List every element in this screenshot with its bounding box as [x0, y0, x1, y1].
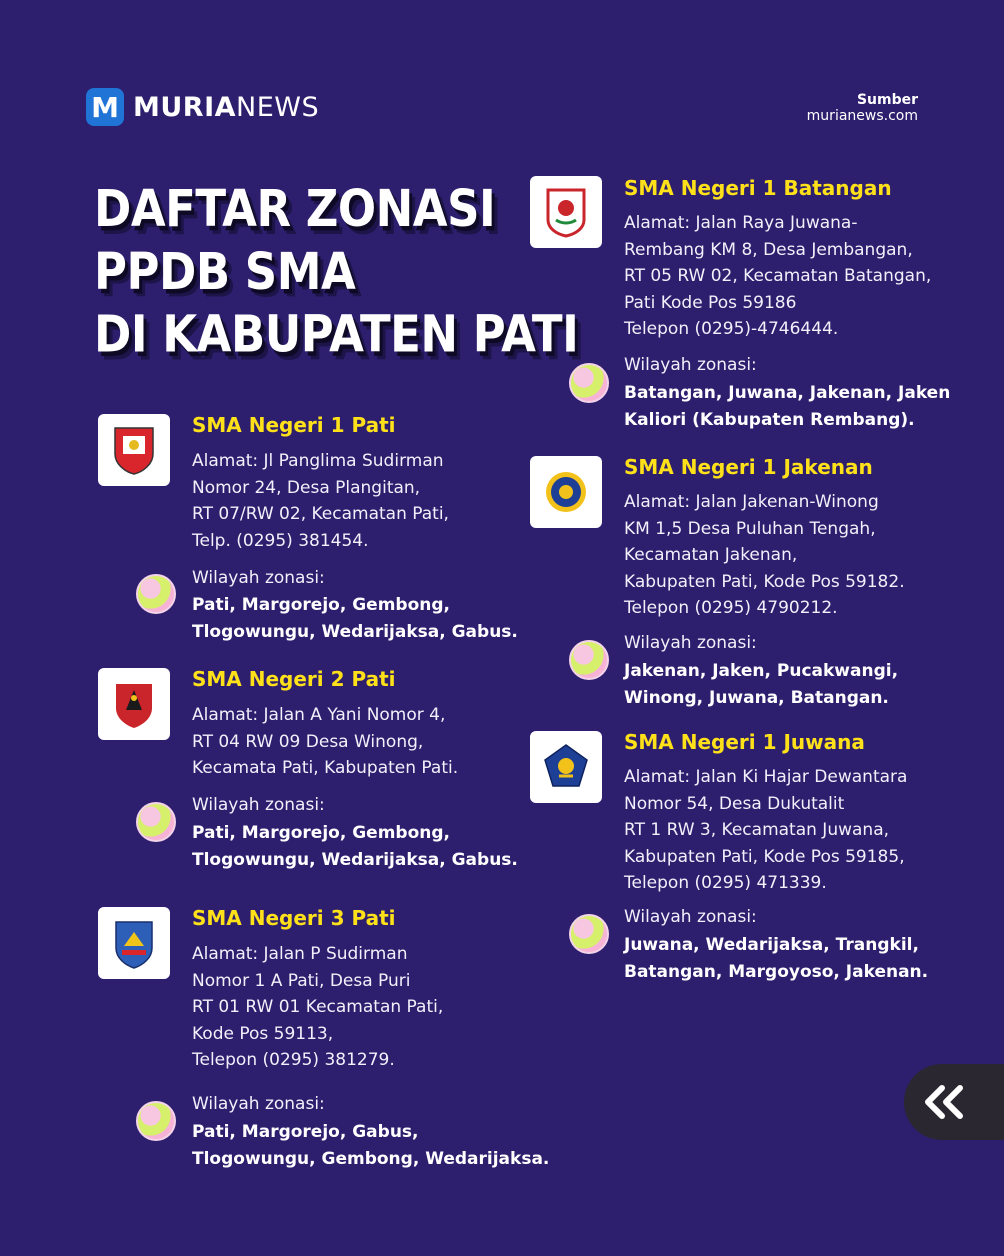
zone-line: Pati, Margorejo, Gembong, [192, 595, 450, 615]
brand-mark: M [86, 88, 124, 126]
zone-line: Tlogowungu, Wedarijaksa, Gabus. [192, 849, 518, 870]
zone-line: Pati, Margorejo, Gabus, [192, 1122, 419, 1142]
zone-list [624, 380, 950, 433]
address-line: KM 1,5 Desa Puluhan Tengah, [624, 518, 876, 539]
address-line: Alamat: Jalan A Yani Nomor 4, [192, 705, 446, 725]
address-line: RT 04 RW 09 Desa Winong, [192, 731, 424, 752]
address-line: Alamat: Jalan Jakenan-Winong [624, 492, 879, 512]
school-address [192, 448, 449, 554]
zone-map-icon [136, 1101, 176, 1141]
zone-line: Batangan, Margoyoso, Jakenan. [624, 961, 929, 982]
zone-label: Wilayah zonasi: [192, 795, 325, 815]
title-line-3: DI KABUPATEN PATI [94, 304, 579, 364]
address-line: RT 07/RW 02, Kecamatan Pati, [192, 504, 449, 525]
zone-map-icon [569, 363, 609, 403]
zone-line: Pati, Margorejo, Gembong, [192, 823, 450, 843]
address-line: Alamat: Jalan P Sudirman [192, 944, 408, 964]
zone-label: Wilayah zonasi: [624, 633, 757, 653]
zone-list [624, 658, 898, 711]
school-name: SMA Negeri 3 Pati [192, 906, 396, 930]
address-line: Telepon (0295)-4746444. [624, 319, 839, 340]
brand-logo [86, 88, 319, 126]
zone-line: Batangan, Juwana, Jakenan, Jaken [624, 383, 951, 403]
zone-list [192, 1119, 549, 1172]
zone-line: Winong, Juwana, Batangan. [624, 687, 889, 708]
address-line: Pati Kode Pos 59186 [624, 292, 797, 313]
school-address [624, 489, 905, 622]
zone-line: Tlogowungu, Wedarijaksa, Gabus. [192, 621, 518, 642]
red-shield-emblem-icon [98, 414, 170, 486]
red-square-emblem-icon [530, 176, 602, 248]
brand-name-bold: MURIA [133, 91, 237, 123]
school-name: SMA Negeri 1 Batangan [624, 176, 892, 200]
blue-shield-emblem-icon [98, 907, 170, 979]
address-line: Kabupaten Pati, Kode Pos 59185, [624, 846, 905, 867]
source-credit [807, 92, 918, 124]
zone-line: Jakenan, Jaken, Pucakwangi, [624, 661, 899, 681]
school-address [624, 764, 907, 897]
zone-map-icon [136, 802, 176, 842]
zone-line: Tlogowungu, Gembong, Wedarijaksa. [192, 1148, 550, 1169]
address-line: Telepon (0295) 381279. [192, 1050, 395, 1071]
address-line: Nomor 54, Desa Dukutalit [624, 793, 845, 814]
school-name: SMA Negeri 2 Pati [192, 667, 396, 691]
blue-pentagon-emblem-icon [530, 731, 602, 803]
title-line-1: DAFTAR ZONASI [94, 179, 496, 239]
brand-name [133, 92, 319, 123]
zone-list [192, 820, 518, 873]
address-line: Kode Pos 59113, [192, 1023, 334, 1044]
address-line: RT 1 RW 3, Kecamatan Juwana, [624, 820, 890, 841]
zone-list [624, 932, 928, 985]
address-line: Rembang KM 8, Desa Jembangan, [624, 239, 913, 260]
address-line: Kecamata Pati, Kabupaten Pati. [192, 758, 459, 779]
zone-map-icon [136, 574, 176, 614]
zone-list [192, 592, 518, 645]
address-line: Telepon (0295) 4790212. [624, 598, 838, 619]
zone-map-icon [569, 640, 609, 680]
source-label: Sumber [856, 92, 918, 108]
address-line: RT 05 RW 02, Kecamatan Batangan, [624, 266, 932, 287]
address-line: Alamat: Jl Panglima Sudirman [192, 451, 444, 471]
zone-label: Wilayah zonasi: [192, 1094, 325, 1114]
address-line: Telp. (0295) 381454. [192, 530, 369, 551]
school-address [624, 210, 931, 343]
school-name: SMA Negeri 1 Jakenan [624, 455, 873, 479]
school-address [192, 941, 443, 1074]
source-site: murianews.com [806, 108, 918, 124]
previous-slide-button[interactable] [904, 1064, 1004, 1140]
page-title [94, 178, 578, 366]
address-line: RT 01 RW 01 Kecamatan Pati, [192, 997, 444, 1018]
zone-label: Wilayah zonasi: [192, 568, 325, 588]
address-line: Nomor 24, Desa Plangitan, [192, 477, 421, 498]
school-name: SMA Negeri 1 Juwana [624, 730, 865, 754]
double-chevron-left-icon [920, 1082, 968, 1122]
address-line: Alamat: Jalan Ki Hajar Dewantara [624, 767, 908, 787]
address-line: Telepon (0295) 471339. [624, 873, 827, 894]
zone-line: Juwana, Wedarijaksa, Trangkil, [624, 935, 919, 955]
zone-label: Wilayah zonasi: [624, 355, 757, 375]
blue-round-emblem-icon [530, 456, 602, 528]
school-address [192, 702, 458, 782]
address-line: Kecamatan Jakenan, [624, 545, 798, 566]
address-line: Kabupaten Pati, Kode Pos 59182. [624, 571, 905, 592]
zone-map-icon [569, 914, 609, 954]
title-line-2: PPDB SMA [94, 241, 356, 302]
address-line: Alamat: Jalan Raya Juwana- [624, 213, 858, 233]
red-crest-emblem-icon [98, 668, 170, 740]
school-name: SMA Negeri 1 Pati [192, 413, 396, 437]
zone-line: Kaliori (Kabupaten Rembang). [624, 409, 915, 430]
address-line: Nomor 1 A Pati, Desa Puri [192, 970, 411, 991]
zone-label: Wilayah zonasi: [624, 907, 757, 927]
brand-name-light: NEWS [236, 91, 320, 123]
